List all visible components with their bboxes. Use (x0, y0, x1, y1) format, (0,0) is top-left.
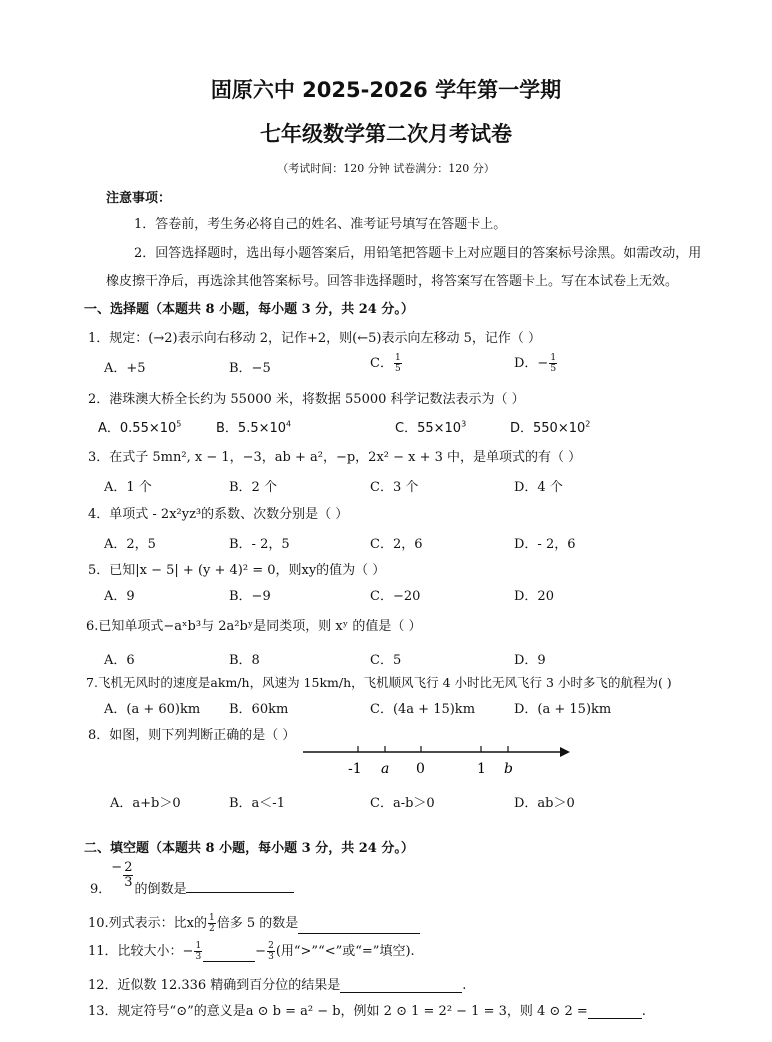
q2-option-a: A．$0.55\times 10^5$ (98, 419, 182, 436)
q9-answer-blank (186, 879, 294, 893)
q3-stem: 3．在式子 5mn², x − 1，−3，ab + a²，−p，2x² − x + 3 中，是单项式的有（ ） (88, 450, 582, 465)
q4-stem: 4．单项式 - 2x²yz³的系数、次数分别是（ ） (88, 507, 349, 522)
q6-option-c: C．5 (370, 653, 402, 668)
q5-option-d: D．20 (514, 589, 554, 604)
q5-option-c: C．−20 (370, 589, 421, 604)
q9-line: 9．− $\frac{2}{3}$ 的倒数是 (90, 860, 294, 897)
q1-option-c: C． $\frac{1}{5}$ (370, 353, 401, 374)
q7-option-a: A．(a + 60)km (104, 702, 201, 717)
label-b: b (504, 761, 513, 777)
q1-option-b: B．−5 (229, 361, 271, 376)
q6-option-d: D．9 (514, 653, 546, 668)
q7-option-c: C．(4a + 15)km (370, 702, 476, 717)
q5-option-a: A．9 (104, 589, 135, 604)
q3-option-c: C．3 个 (370, 480, 419, 495)
q11-line: 11．比较大小：− $\frac{1}{3}$ − $\frac{2}{3}$ (用“>”“<”或“=”填空). (88, 941, 415, 962)
q6-option-b: B．8 (229, 653, 260, 668)
q7-option-d: D．(a + 15)km (514, 702, 612, 717)
q2-stem: 2．港珠澳大桥全长约为 55000 米，将数据 55000 科学记数法表示为（ ） (88, 392, 525, 407)
q2-option-c: C．$55\times 10^3$ (395, 419, 467, 436)
q3-option-b: B．2 个 (229, 480, 277, 495)
q6-stem: 6.已知单项式−aˣb³与 2a²bʸ是同类项，则 xʸ 的值是（ ） (86, 619, 422, 634)
number-line-arrow (560, 747, 570, 757)
q1-option-a: A．+5 (104, 361, 146, 376)
notice-heading: 注意事项： (106, 191, 172, 206)
q5-stem: 5．已知|x − 5| + (y + 4)² = 0，则xy的值为（ ） (88, 563, 386, 578)
q13-line: 13．规定符号“⊙”的意义是a ⊙ b = a² − b，例如 2 ⊙ 1 = 2² − 1 = 3，则 4 ⊙ 2 = . (88, 1004, 646, 1019)
q7-stem: 7.飞机无风时的速度是akm/h，风速为 15km/h，飞机顺风飞行 4 小时比无风飞行 3 小时多飞的航程为( ) (86, 675, 672, 690)
q7-option-b: B．60km (229, 702, 289, 717)
notice-item-2b: 橡皮擦干净后，再选涂其他答案标号。回答非选择题时，将答案写在答题卡上。写在本试卷上无效。 (106, 274, 679, 289)
q8-option-b: B．a＜-1 (229, 796, 285, 811)
q8-option-c: C．a-b＞0 (370, 796, 435, 811)
q8-option-a: A．a+b＞0 (110, 796, 181, 811)
q10-line: 10.列式表示：比x的 $\frac{1}{2}$ 倍多 5 的数是 (88, 912, 420, 934)
exam-title: 固原六中 2025-2026 学年第一学期 (210, 78, 562, 102)
q2-option-d: D．$550\times 10^2$ (510, 419, 591, 436)
q10-answer-blank (298, 920, 420, 934)
q1-option-d: D．− $\frac{1}{5}$ (514, 353, 557, 374)
q12-answer-blank (340, 979, 462, 993)
exam-subtitle: 七年级数学第二次月考试卷 (260, 122, 512, 146)
q3-option-d: D．4 个 (514, 480, 563, 495)
notice-item-2a: 2．回答选择题时，选出每小题答案后，用铅笔把答题卡上对应题目的答案标号涂黑。如需改动，用 (134, 246, 702, 261)
q12-line: 12．近似数 12.336 精确到百分位的结果是 . (88, 978, 467, 993)
q1-stem: 1．规定：(→2)表示向右移动 2，记作+2，则(←5)表示向左移动 5，记作（ ） (88, 331, 541, 346)
exam-info: （考试时间：120 分钟 试卷满分：120 分） (277, 162, 495, 175)
q6-option-a: A．6 (104, 653, 135, 668)
section1-heading: 一、选择题（本题共 8 小题，每小题 3 分，共 24 分。） (84, 302, 414, 317)
q4-option-d: D．- 2，6 (514, 537, 576, 552)
section2-heading: 二、填空题（本题共 8 小题，每小题 3 分，共 24 分。） (84, 841, 414, 856)
label-a: a (381, 761, 390, 777)
q2-option-b: B．$5.5\times 10^4$ (216, 419, 292, 436)
q4-option-a: A．2，5 (104, 537, 156, 552)
number-line-figure (298, 740, 573, 780)
q3-option-a: A．1 个 (104, 480, 152, 495)
label-neg1: -1 (348, 761, 362, 777)
q5-option-b: B．−9 (229, 589, 271, 604)
label-0: 0 (416, 761, 425, 777)
q4-option-b: B．- 2，5 (229, 537, 290, 552)
notice-item-1: 1．答卷前，考生务必将自己的姓名、准考证号填写在答题卡上。 (134, 217, 507, 232)
q8-option-d: D．ab＞0 (514, 796, 575, 811)
q13-answer-blank (588, 1005, 642, 1019)
q8-stem: 8．如图，则下列判断正确的是（ ） (88, 728, 296, 743)
q11-answer-blank (203, 948, 255, 962)
label-1: 1 (477, 761, 486, 777)
q4-option-c: C．2，6 (370, 537, 423, 552)
